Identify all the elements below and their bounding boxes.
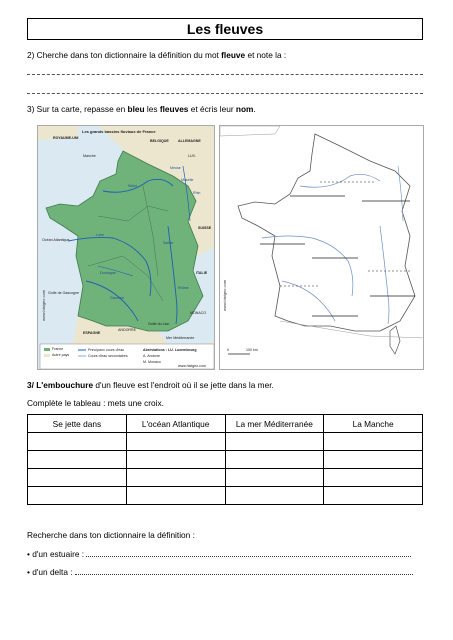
legend-autre-pays: Autre pays bbox=[52, 353, 70, 357]
estuaire-line bbox=[27, 548, 411, 559]
blank-outline-map bbox=[219, 125, 424, 370]
label-suisse: SUISSE bbox=[198, 226, 212, 230]
table-cell[interactable] bbox=[225, 487, 324, 505]
q3-keyword-bleu: bleu bbox=[127, 104, 145, 114]
question-embouchure bbox=[27, 380, 274, 390]
label-golfe-gascogne: Golfe de Gascogne bbox=[48, 291, 79, 295]
page-title: Les fleuves bbox=[27, 18, 423, 40]
q4-number: 3/ bbox=[27, 380, 37, 390]
embouchure-table bbox=[27, 414, 423, 505]
header-mediterranee: La mer Méditerranée bbox=[225, 415, 324, 433]
table-cell[interactable] bbox=[324, 433, 423, 451]
q2-text: 2) Cherche dans ton dictionnaire la définition du mot bbox=[27, 50, 222, 60]
question-2 bbox=[27, 50, 286, 60]
label-monaco: MONACO bbox=[190, 311, 207, 315]
table-cell[interactable] bbox=[324, 451, 423, 469]
label-rhone: Rhône bbox=[178, 286, 189, 290]
delta-label: • d'un delta : bbox=[27, 567, 73, 577]
label-golfe-lion: Golfe du Lion bbox=[148, 322, 170, 326]
research-instruction: Recherche dans ton dictionnaire la définition : bbox=[27, 530, 195, 540]
table-cell[interactable] bbox=[225, 433, 324, 451]
header-atlantique: L'océan Atlantique bbox=[126, 415, 225, 433]
table-cell[interactable] bbox=[126, 433, 225, 451]
table-cell[interactable] bbox=[225, 469, 324, 487]
table-instruction: Complète le tableau : mets une croix. bbox=[27, 398, 164, 408]
river-basins-map bbox=[37, 125, 215, 370]
table-cell[interactable] bbox=[225, 451, 324, 469]
label-seine: Seine bbox=[128, 184, 138, 188]
table-cell[interactable] bbox=[28, 433, 127, 451]
legend-monaco: M. Monaco bbox=[143, 360, 161, 364]
label-ocean-atlantique: Océan Atlantique bbox=[42, 238, 70, 242]
question-3 bbox=[27, 104, 256, 114]
table-row bbox=[28, 433, 423, 451]
table-cell[interactable] bbox=[28, 451, 127, 469]
label-moselle: Moselle bbox=[181, 178, 194, 182]
label-mer-mediterranee: Mer Méditerranée bbox=[166, 336, 195, 340]
q3-text: 3) Sur ta carte, repasse en bbox=[27, 104, 128, 114]
table-cell[interactable] bbox=[324, 469, 423, 487]
map2-scale-km: 100 km bbox=[246, 348, 258, 352]
estuaire-answer-field[interactable] bbox=[86, 548, 411, 557]
map2-source: www.histgeo.com bbox=[222, 279, 227, 311]
q2-keyword: fleuve bbox=[221, 50, 246, 60]
table-row bbox=[28, 469, 423, 487]
legend-secondaires: Cours d'eau secondaires bbox=[88, 354, 128, 358]
table-cell[interactable] bbox=[126, 487, 225, 505]
label-lux: LUX. bbox=[188, 154, 196, 158]
label-allemagne: ALLEMAGNE bbox=[178, 139, 201, 143]
q3-keyword-nom: nom bbox=[235, 104, 254, 114]
label-belgique: BELGIQUE bbox=[150, 139, 169, 143]
q3-text: les bbox=[144, 104, 160, 114]
delta-answer-field[interactable] bbox=[75, 566, 413, 575]
header-se-jette: Se jette dans bbox=[28, 415, 127, 433]
q4-text: d'un fleuve est l'endroit où il se jette dans la mer. bbox=[93, 380, 274, 390]
map1-source-small: www.histgeo.com bbox=[178, 364, 206, 368]
table-cell[interactable] bbox=[28, 469, 127, 487]
table-cell[interactable] bbox=[126, 451, 225, 469]
label-meuse: Meuse bbox=[170, 166, 181, 170]
table-header-row bbox=[28, 415, 423, 433]
header-manche: La Manche bbox=[324, 415, 423, 433]
label-espagne: ESPAGNE bbox=[83, 331, 101, 335]
map1-source: www.histgeo.com bbox=[41, 289, 46, 321]
legend-abbrev: Abréviations : LU. Luxembourg bbox=[143, 348, 197, 352]
table-row bbox=[28, 487, 423, 505]
legend-principaux: Principaux cours d'eau bbox=[88, 348, 125, 352]
delta-line bbox=[27, 566, 413, 577]
label-royaume-uni: ROYAUME-UNI bbox=[53, 136, 79, 140]
table-row bbox=[28, 451, 423, 469]
q4-keyword: L'embouchure bbox=[36, 380, 94, 390]
q3-text-end: . bbox=[253, 104, 256, 114]
table-cell[interactable] bbox=[324, 487, 423, 505]
legend-andorre: A. Andorre bbox=[143, 354, 160, 358]
label-manche: Manche bbox=[83, 154, 96, 158]
label-garonne: Garonne bbox=[110, 296, 124, 300]
answer-line-2[interactable] bbox=[27, 93, 423, 94]
label-dordogne: Dordogne bbox=[100, 271, 116, 275]
map2-scale-zero: 0 bbox=[227, 348, 229, 352]
estuaire-label: • d'un estuaire : bbox=[27, 549, 85, 559]
legend-france: France bbox=[52, 347, 64, 351]
label-italie: ITALIE bbox=[196, 271, 208, 275]
river-basins-map-graphic bbox=[38, 126, 215, 370]
blank-map-graphic bbox=[220, 126, 424, 370]
q3-keyword-fleuves: fleuves bbox=[159, 104, 189, 114]
table-cell[interactable] bbox=[126, 469, 225, 487]
q3-text: et écris leur bbox=[188, 104, 236, 114]
answer-line-1[interactable] bbox=[27, 74, 423, 75]
map1-title: Les grands bassins fluviaux de France bbox=[82, 129, 156, 134]
label-rhin: Rhin bbox=[193, 191, 201, 195]
label-andorre: ANDORRE bbox=[118, 328, 136, 332]
q2-text-end: et note la : bbox=[245, 50, 287, 60]
label-loire: Loire bbox=[96, 233, 104, 237]
table-cell[interactable] bbox=[28, 487, 127, 505]
label-saone: Saône bbox=[163, 241, 174, 245]
